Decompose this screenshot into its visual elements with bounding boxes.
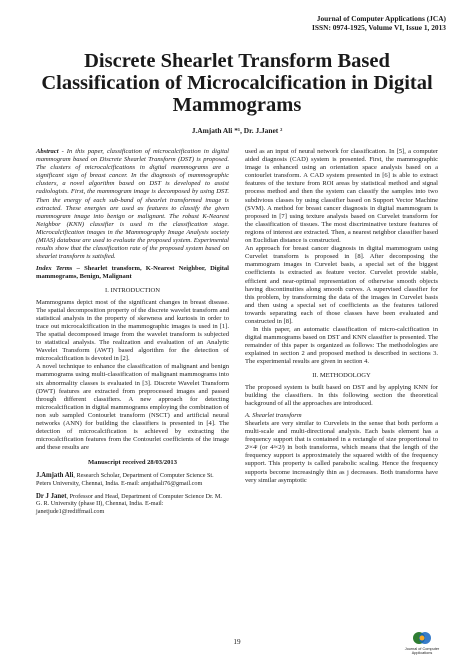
journal-issn: ISSN: 0974-1925, Volume VI, Issue 1, 2013 xyxy=(312,23,446,32)
logo-line-1: Journal of Computer xyxy=(404,647,440,651)
author2-footnote xyxy=(36,493,229,516)
methodology-paragraph: The proposed system is built based on DST and by applying KNN for building the classifiers. In this following section the theoretical background of all the approaches are introduced. xyxy=(245,383,438,407)
intro-paragraph-2: A novel technique to enhance the classification of malignant and benign mammograms using multi-classification of malignant mammograms into six abnormality classes is evaluated in [3]. Discrete Wavelet Transform (DWT) features are extracted from preprocessed images and passed through different classifiers. A new approach for detecting microcalcification in digital mammograms employing the combination of non sub sampled Contourlet transform (NSCT) and artificial neural networks (ANN) for building the classifiers is presented in [4]. The detection of microcalcification is achieved by extracting the microcalcification features from the Contourlet coefficients of the image and these results are xyxy=(36,363,229,452)
intro-paragraph-1: Mammograms depict most of the significant changes in breast disease. The spatial decomposition property of the discrete wavelet transform and statistical analysis in the property of skewness and kurtosis in order to trace out microcalcification in the mammographic images is used in [1]. The spatial decomposed image from the wavelet transform is subjected to statistical analysis. The realization and evaluation of an Analytic Wavelet Transform (AWT) based algorithm for the detection of microcalcification is devoted in [2]. xyxy=(36,298,229,363)
author2-name: Dr J Janet xyxy=(36,492,67,500)
index-terms-text: – Shearlet transform, K-Nearest Neighbor, Digital mammograms, Benign, Malignant xyxy=(36,265,229,281)
manuscript-received: Manuscript received 28/03/2013 xyxy=(88,459,177,467)
right-column xyxy=(245,148,438,485)
abstract xyxy=(36,148,229,261)
right-paragraph-1: used as an input of neural network for classification. In [5], a computer aided diagnosis (CAD) system is presented. First, the mammographic image is enhanced using an orientation space analysis based on a contourlet transform. A CAD system presented in [6] is able to extract features of the texture from ROI areas by statistical method and signal process method and then the system can classify the samples into two subdivious classes by using classifier based on Support Vector Machine (SVM). A method for breast cancer diagnosis in digital mammogram is proposed in [7] using texture analysis based on Curvelet transform for the classification of tissues. The most discriminative texture features of regions of interest are extracted. Then, a nearest neighbor classifier based on Euclidian distance is constructed. xyxy=(245,148,438,245)
right-paragraph-3: In this paper, an automatic classification of micro-calcification in digital mammograms based on DST and KNN classifier is presented. The remainder of this paper is organized as follows: The methodologies are explained in section 2 and proposed method is described in sections 3. The experimental results are given in section 4. xyxy=(245,326,438,366)
journal-logo-icon xyxy=(412,630,432,646)
shearlet-subsection-heading: A. Shearlet transform xyxy=(245,411,302,419)
logo-line-2: Applications xyxy=(411,651,433,656)
journal-logo xyxy=(400,630,444,656)
page-number: 19 xyxy=(233,638,241,646)
author1-footnote xyxy=(36,472,229,487)
methodology-heading: II. METHODOLOGY xyxy=(312,371,371,379)
journal-header xyxy=(312,14,446,32)
author1-name: J.Amjath Ali xyxy=(36,472,74,480)
index-terms xyxy=(36,265,229,281)
journal-name: Journal of Computer Applications (JCA) xyxy=(316,14,446,23)
abstract-text: - In this paper, classification of microcalcification in digital mammogram based on Discrete Shearlet Transform (DST) is proposed. The clusters of microcalcifications in digital mammograms are a significant sign of breast cancer. In the diagnosis of mammographic clusters, a novel algorithm based on DST is developed to assist radiologists. First, the mammogram image is decomposed by using DST. Then the energy of each sub-band of shearlet transformed image is extracted. These energies are used as features to classify the given mammogram image into benign or malignant. The robust K-Nearest Neighbor (KNN) classifier is used in the classification stage. Microcalcification images in the Mammography Image Analysis society (MIAS) database are used to evaluate the proposed system. Experimental results show that the classification rate of the proposed system based on shearlet transform is satisfied. xyxy=(36,148,229,261)
author2-affiliation: , Professor and Head, Department of Computer Science Dr. M. G. R. University (phase II), Chennai, India. E-mail: janetjude1@rediffmail.com xyxy=(36,492,222,515)
index-terms-label: Index Terms xyxy=(36,265,73,273)
right-paragraph-2: An approach for breast cancer diagnosis in digital mammogram using Curvelet transform is proposed in [8]. After decomposing the mammogram images in Curvelet basis, a special set of the biggest coefficients is extracted as feature vector. Curvelet provide stable, efficient and near-optimal representation of otherwise smooth objects having discontinuities along smooth curves. A supervised classifier for this problem, by transforming the data of the images in Curvelet basis and then using a special set of coefficients as the features tailored towards separating each of those classes have been evaluated and constructed in [8]. xyxy=(245,245,438,325)
shearlet-paragraph: Shearlets are very similar to Curvelets in the sense that both perform a multi-scale and multi-directional analysis. Each basis element has a frequency support that is contained in a rectangle of size proportional to 2ʲ×4ʲ (or 4ʲ×2ʲ) in both transforms, which means that the length of the frequency support is approximately the squared width of the frequency support. This property is called parabolic scaling. Hence the frequency supports become increasingly thin as j decreases. Both transforms have very similar asymptotic xyxy=(245,420,438,484)
paper-title: Discrete Shearlet Transform Based Classification of Microcalcification in Digital Mammograms xyxy=(41,50,433,116)
left-column xyxy=(36,148,229,515)
introduction-heading: I. INTRODUCTION xyxy=(105,286,160,294)
paper-authors: J.Amjath Ali *¹, Dr. J.Janet ² xyxy=(191,126,283,135)
author1-affiliation: , Research Scholar, Department of Computer Science St. Peters University, Chennai, India. E-mail: amjathali76@gmail.com xyxy=(36,472,214,488)
abstract-label: Abstract xyxy=(36,148,59,155)
